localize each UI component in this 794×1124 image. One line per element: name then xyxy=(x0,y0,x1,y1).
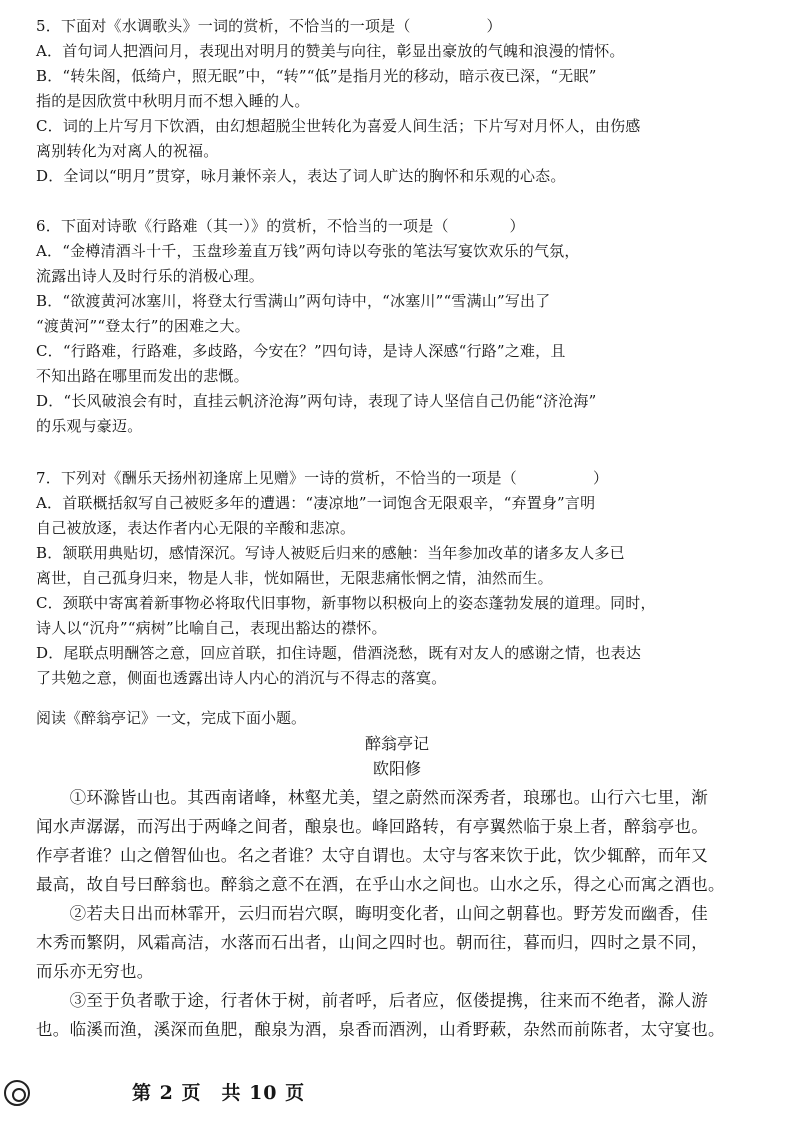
passage-line: 闻水声潺潺，而泻出于两峰之间者，酿泉也。峰回路转，有亭翼然临于泉上者，醉翁亭也。 xyxy=(36,817,708,836)
question-5-option-c-cont: 离别转化为对离人的祝福。 xyxy=(36,142,219,160)
question-6-stem: 6．下面对诗歌《行路难（其一）》的赏析，不恰当的一项是（ ） xyxy=(36,217,525,235)
question-7-option-a-cont: 自己被放逐，表达作者内心无限的辛酸和悲凉。 xyxy=(36,519,356,537)
passage-line: ①环滁皆山也。其西南诸峰，林壑尤美，望之蔚然而深秀者，琅琊也。山行六七里，渐 xyxy=(36,788,708,807)
question-5-option-d: D．全词以“明月”贯穿，咏月兼怀亲人，表达了词人旷达的胸怀和乐观的心态。 xyxy=(36,167,566,185)
passage-line: 最高，故自号曰醉翁也。醉翁之意不在酒，在乎山水之间也。山水之乐，得之心而寓之酒也。 xyxy=(36,875,725,894)
question-7-option-b: B．颔联用典贴切，感情深沉。写诗人被贬后归来的感触：当年参加改革的诸多友人多已 xyxy=(36,544,625,562)
question-7-option-c-cont: 诗人以“沉舟”“病树”比喻自己，表现出豁达的襟怀。 xyxy=(36,619,387,637)
passage-line: ②若夫日出而林霏开，云归而岩穴暝，晦明变化者，山间之朝暮也。野芳发而幽香，佳 xyxy=(36,904,708,923)
passage-title: 醉翁亭记 xyxy=(364,734,429,753)
question-6-option-a-cont: 流露出诗人及时行乐的消极心理。 xyxy=(36,267,265,285)
question-7-option-d: D．尾联点明酬答之意，回应首联，扣住诗题，借酒浇愁，既有对友人的感谢之情，也表达 xyxy=(36,644,642,662)
question-6 xyxy=(36,214,776,439)
passage-author: 欧阳修 xyxy=(372,759,421,778)
page-footer xyxy=(0,1076,794,1124)
question-5-option-a: A．首句词人把酒问月，表现出对明月的赞美与向往，彰显出豪放的气魄和浪漫的情怀。 xyxy=(36,42,625,60)
question-7-option-d-cont: 了共勉之意，侧面也透露出诗人内心的消沉与不得志的落寞。 xyxy=(36,669,447,687)
question-7-option-c: C．颈联中寄寓着新事物必将取代旧事物，新事物以积极向上的姿态蓬勃发展的道理。同时， xyxy=(36,594,656,612)
question-5-option-b: B．“转朱阁，低绮户，照无眠”中，“转”“低”是指月光的移动，暗示夜已深，“无眠” xyxy=(36,67,597,85)
reading-intro: 阅读《醉翁亭记》一文，完成下面小题。 xyxy=(36,709,307,727)
question-7-stem: 7．下列对《酬乐天扬州初逢席上见赠》一诗的赏析，不恰当的一项是（ ） xyxy=(36,469,609,487)
passage-line: ③至于负者歌于途，行者休于树，前者呼，后者应，伛偻提携，往来而不绝者，滁人游 xyxy=(36,991,708,1010)
question-5-option-c: C．词的上片写月下饮酒，由幻想超脱尘世转化为喜爱人间生活；下片写对月怀人，由伤感 xyxy=(36,117,641,135)
question-5 xyxy=(36,14,776,189)
question-6-option-d: D．“长风破浪会有时，直挂云帆济沧海”两句诗，表现了诗人坚信自己仍能“济沧海” xyxy=(36,392,597,410)
question-5-stem: 5．下面对《水调歌头》一词的赏析，不恰当的一项是（ ） xyxy=(36,17,502,35)
page-number: 第 2 页 共 10 页 xyxy=(132,1082,306,1104)
question-7-option-b-cont: 离世，自己孤身归来，物是人非，恍如隔世，无限悲痛怅惘之情，油然而生。 xyxy=(36,569,553,587)
question-7-option-a: A．首联概括叙写自己被贬多年的遭遇：“凄凉地”一词饱含无限艰辛，“弃置身”言明 xyxy=(36,494,596,512)
question-6-option-b-cont: “渡黄河”“登太行”的困难之大。 xyxy=(36,317,250,335)
passage-line: 也。临溪而渔，溪深而鱼肥，酿泉为酒，泉香而酒洌，山肴野蔌，杂然而前陈者，太守宴也。 xyxy=(36,1020,725,1039)
circle-mark-icon xyxy=(4,1080,30,1106)
question-6-option-c-cont: 不知出路在哪里而发出的悲慨。 xyxy=(36,367,249,385)
passage-line: 木秀而繁阴，风霜高洁，水落而石出者，山间之四时也。朝而往，暮而归，四时之景不同， xyxy=(36,933,708,952)
question-6-option-c: C．“行路难，行路难，多歧路，今安在？”四句诗，是诗人深感“行路”之难，且 xyxy=(36,342,566,360)
question-6-option-b: B．“欲渡黄河冰塞川，将登太行雪满山”两句诗中，“冰塞川”“雪满山”写出了 xyxy=(36,292,551,310)
question-5-option-b-cont: 指的是因欣赏中秋明月而不想入睡的人。 xyxy=(36,92,310,110)
passage-line: 而乐亦无穷也。 xyxy=(36,962,154,981)
question-6-option-a: A．“金樽清酒斗十千，玉盘珍羞直万钱”两句诗以夸张的笔法写宴饮欢乐的气氛， xyxy=(36,242,580,260)
question-7 xyxy=(36,466,776,691)
question-6-option-d-cont: 的乐观与豪迈。 xyxy=(36,417,143,435)
passage-body xyxy=(36,783,776,1044)
passage-line: 作亭者谁？山之僧智仙也。名之者谁？太守自谓也。太守与客来饮于此，饮少辄醉，而年又 xyxy=(36,846,708,865)
